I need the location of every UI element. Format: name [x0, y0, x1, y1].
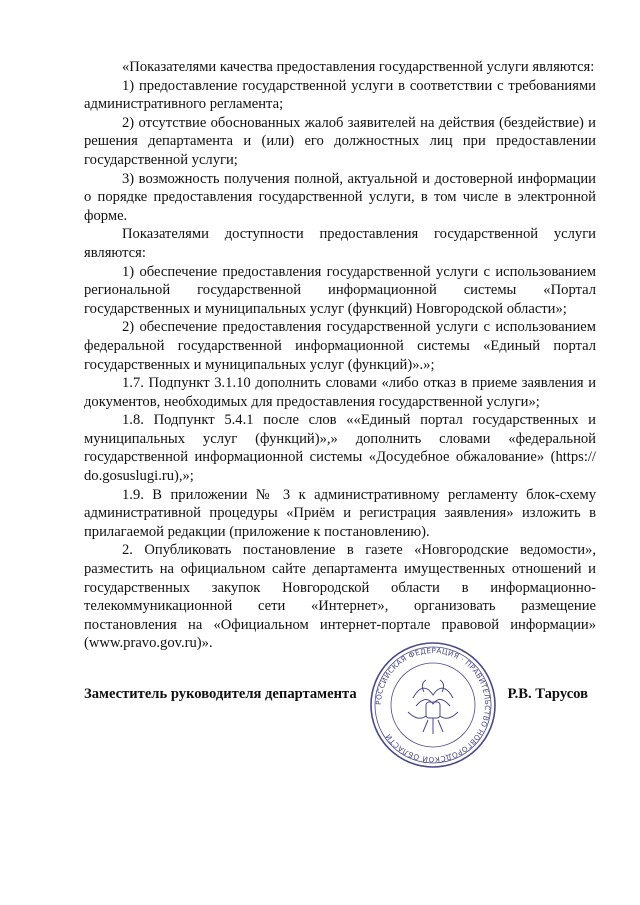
paragraph-clause-1-7: 1.7. Подпункт 3.1.10 дополнить словами «либо отказ в приеме заявления и документов, необходимых для предоставления государственной услуги»; — [84, 375, 596, 410]
paragraph-clause-2: 2. Опубликовать постановление в газете «Новгородские ведомости», разместить на официальном сайте департамента имущественных отношений и государственных закупок Новгородской области в информационно-телекоммуникационной сети «Интернет», организовать размещение постановления на «Официальном интернет-портале правовой информации» (www.pravo.gov.ru)». — [84, 542, 596, 652]
paragraph-quality-2: 2) отсутствие обоснованных жалоб заявителей на действия (бездействие) и решения департамента и (или) его должностных лиц при предоставлении государственной услуги; — [84, 114, 596, 168]
paragraph-clause-1-9: 1.9. В приложении № 3 к административному регламенту блок-схему административной процедуры «Приём и регистрация заявления» изложить в прилагаемой редакции (приложение к постановлению). — [84, 486, 596, 540]
paragraph-availability-1: 1) обеспечение предоставления государственной услуги с использованием региональной государственной информационной системы «Портал государственных и муниципальных услуг (функций) Новгородской области»; — [84, 263, 596, 317]
paragraph-availability-2: 2) обеспечение предоставления государственной услуги с использованием федеральной государственной информационной системы «Единый портал государственных и муниципальных услуг (функций)».»; — [84, 319, 596, 373]
seal-text: РОССИЙСКАЯ ФЕДЕРАЦИЯ · ПРАВИТЕЛЬСТВО НОВГОРОДСКОЙ ОБЛАСТИ — [373, 645, 493, 765]
paragraph-quality-3: 3) возможность получения полной, актуальной и достоверной информации о порядке предоставления государственной услуги, в том числе в электронной форме. — [84, 170, 596, 224]
paragraph-quality-intro: «Показателями качества предоставления государственной услуги являются: — [122, 59, 595, 75]
signature-block — [84, 686, 596, 703]
signatory-name: Р.В. Тарусов — [507, 686, 588, 702]
paragraph-availability-intro: Показателями доступности предоставления государственной услуги являются: — [84, 226, 596, 261]
paragraph-clause-1-8: 1.8. Подпункт 5.4.1 после слов ««Единый портал государственных и муниципальных услуг (функций)»,» дополнить словами «федеральной государственной информационной системы «Досудебное обжалование» (https:// do.gosuslugi.ru),»; — [84, 412, 596, 485]
svg-text:РОССИЙСКАЯ ФЕДЕРАЦИЯ · ПРАВИТЕ — [374, 646, 492, 764]
document-body — [84, 58, 596, 653]
paragraph-quality-1: 1) предоставление государственной услуги в соответствии с требованиями административного регламента; — [84, 77, 596, 113]
signatory-title: Заместитель руководителя департамента — [84, 686, 357, 702]
official-seal-stamp — [368, 640, 498, 770]
eagle-emblem-icon — [408, 680, 458, 734]
